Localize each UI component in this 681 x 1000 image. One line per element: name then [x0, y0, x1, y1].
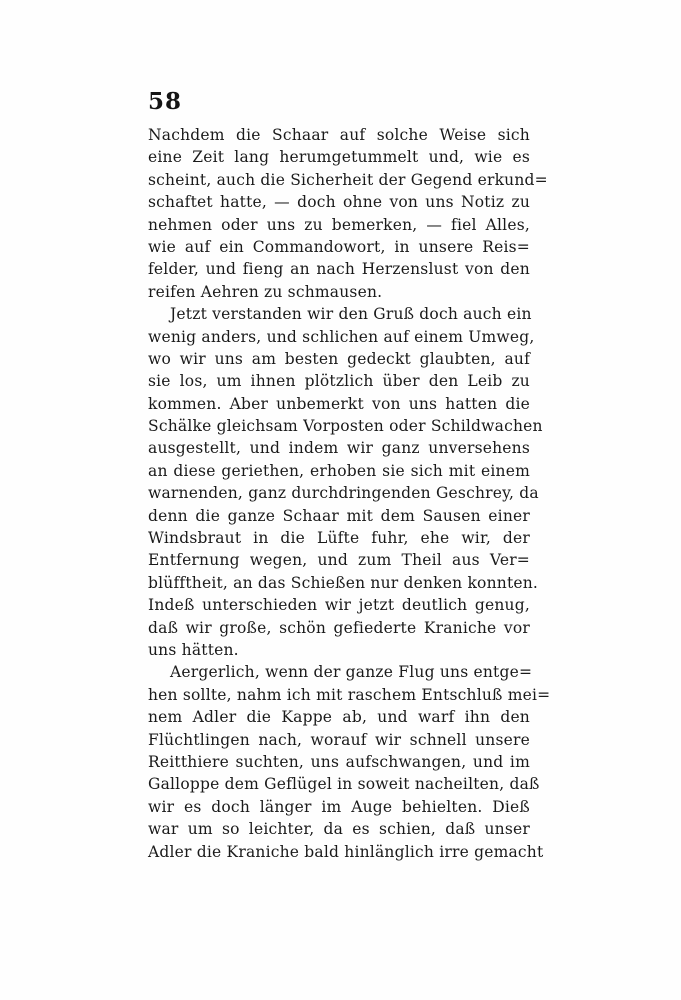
- text-line: Windsbraut in die Lüfte fuhr, ehe wir, der: [148, 529, 530, 548]
- text-line: Aergerlich, wenn der ganze Flug uns entge=: [170, 663, 533, 682]
- text-line: Flüchtlingen nach, worauf wir schnell unsere: [148, 730, 530, 749]
- text-line: Jetzt verstanden wir den Gruß doch auch ein: [170, 305, 532, 324]
- text-line: war um so leichter, da es schien, daß unser: [148, 820, 530, 839]
- text-line: Adler die Kraniche bald hinlänglich irre gemacht: [148, 842, 544, 861]
- text-line: an diese geriethen, erhoben sie sich mit einem: [148, 461, 530, 480]
- text-line: blüfftheit, an das Schießen nur denken konnten.: [148, 573, 539, 592]
- paragraph-3: [148, 661, 551, 863]
- text-line: warnenden, ganz durchdringenden Geschrey, da: [148, 484, 539, 503]
- text-line: wenig anders, und schlichen auf einem Umweg,: [148, 327, 535, 346]
- text-line: daß wir große, schön gefiederte Kraniche vor: [148, 618, 530, 637]
- text-line: kommen. Aber unbemerkt von uns hatten die: [148, 394, 530, 413]
- text-line: felder, und fieng an nach Herzenslust von den: [148, 260, 530, 279]
- paragraph-1: [148, 124, 548, 303]
- text-line: ausgestellt, und indem wir ganz unversehens: [148, 439, 530, 458]
- text-line: nem Adler die Kappe ab, und warf ihn den: [148, 708, 530, 727]
- text-line: Reitthiere suchten, uns aufschwangen, und im: [148, 752, 530, 771]
- text-line: wie auf ein Commandowort, in unsere Reis=: [148, 237, 530, 256]
- text-line: Indeß unterschieden wir jetzt deutlich genug,: [148, 596, 530, 615]
- text-line: denn die ganze Schaar mit dem Sausen einer: [148, 506, 530, 525]
- text-line: uns hätten.: [148, 640, 239, 659]
- text-line: eine Zeit lang herumgetummelt und, wie es: [148, 148, 530, 167]
- text-line: wir es doch länger im Auge behielten. Dieß: [148, 797, 530, 816]
- text-line: Galloppe dem Geflügel in soweit nacheilten, daß: [148, 775, 540, 794]
- text-line: reifen Aehren zu schmausen.: [148, 282, 383, 301]
- text-line: wo wir uns am besten gedeckt glaubten, auf: [148, 349, 530, 368]
- text-line: sie los, um ihnen plötzlich über den Leib zu: [148, 372, 530, 391]
- text-line: schaftet hatte, — doch ohne von uns Notiz zu: [148, 193, 530, 212]
- text-line: Schälke gleichsam Vorposten oder Schildwachen: [148, 417, 543, 436]
- body-text: [148, 124, 551, 863]
- text-line: hen sollte, nahm ich mit raschem Entschluß mei=: [148, 685, 551, 704]
- paragraph-2: [148, 303, 543, 661]
- text-line: nehmen oder uns zu bemerken, — fiel Alles,: [148, 215, 530, 234]
- text-line: Entfernung wegen, und zum Theil aus Ver=: [148, 551, 530, 570]
- page-number: 58: [148, 88, 183, 115]
- text-line: scheint, auch die Sicherheit der Gegend erkund=: [148, 170, 548, 189]
- text-line: Nachdem die Schaar auf solche Weise sich: [148, 126, 530, 144]
